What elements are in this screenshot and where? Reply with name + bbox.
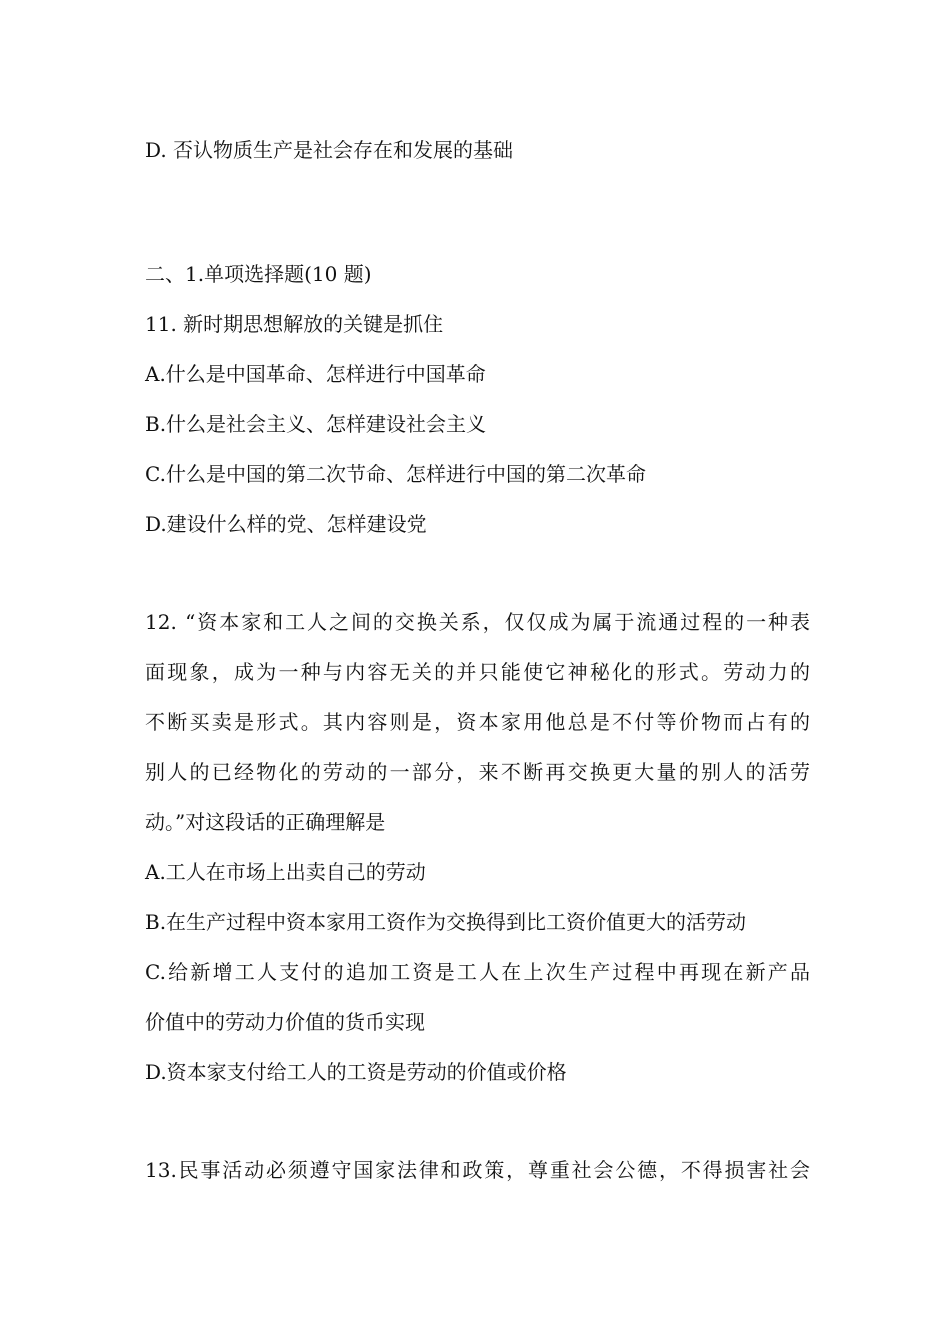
q12-stem-line-4: 别人的已经物化的劳动的一部分，来不断再交换更大量的别人的活劳	[145, 760, 810, 784]
q12-stem-line-2: 面现象，成为一种与内容无关的并只能使它神秘化的形式。劳动力的	[145, 660, 810, 684]
q12-option-c-line-2: 价值中的劳动力价值的货币实现	[145, 1010, 425, 1034]
q12-option-a: A.工人在市场上出卖自己的劳动	[145, 860, 426, 884]
q11-option-b: B.什么是社会主义、怎样建设社会主义	[145, 412, 487, 436]
q11-option-d: D.建设什么样的党、怎样建设党	[145, 512, 427, 536]
q11-option-a: A.什么是中国革命、怎样进行中国革命	[145, 362, 486, 386]
section-heading: 二、1.单项选择题(10 题)	[145, 262, 372, 286]
q11-option-c: C.什么是中国的第二次节命、怎样进行中国的第二次革命	[145, 462, 646, 486]
q12-option-d: D.资本家支付给工人的工资是劳动的价值或价格	[145, 1060, 567, 1084]
q13-stem-line-1: 13.民事活动必须遵守国家法律和政策，尊重社会公德，不得损害社会	[145, 1158, 810, 1182]
q12-stem-line-5: 动。”对这段话的正确理解是	[145, 810, 386, 834]
q10-option-d: D. 否认物质生产是社会存在和发展的基础	[145, 138, 514, 162]
q11-stem: 11. 新时期思想解放的关键是抓住	[145, 312, 444, 336]
q12-stem-line-1: 12. “资本家和工人之间的交换关系，仅仅成为属于流通过程的一种表	[145, 610, 810, 634]
q12-stem-line-3: 不断买卖是形式。其内容则是，资本家用他总是不付等价物而占有的	[145, 710, 810, 734]
q12-option-b: B.在生产过程中资本家用工资作为交换得到比工资价值更大的活劳动	[145, 910, 747, 934]
q12-option-c-line-1: C.给新增工人支付的追加工资是工人在上次生产过程中再现在新产品	[145, 960, 810, 984]
